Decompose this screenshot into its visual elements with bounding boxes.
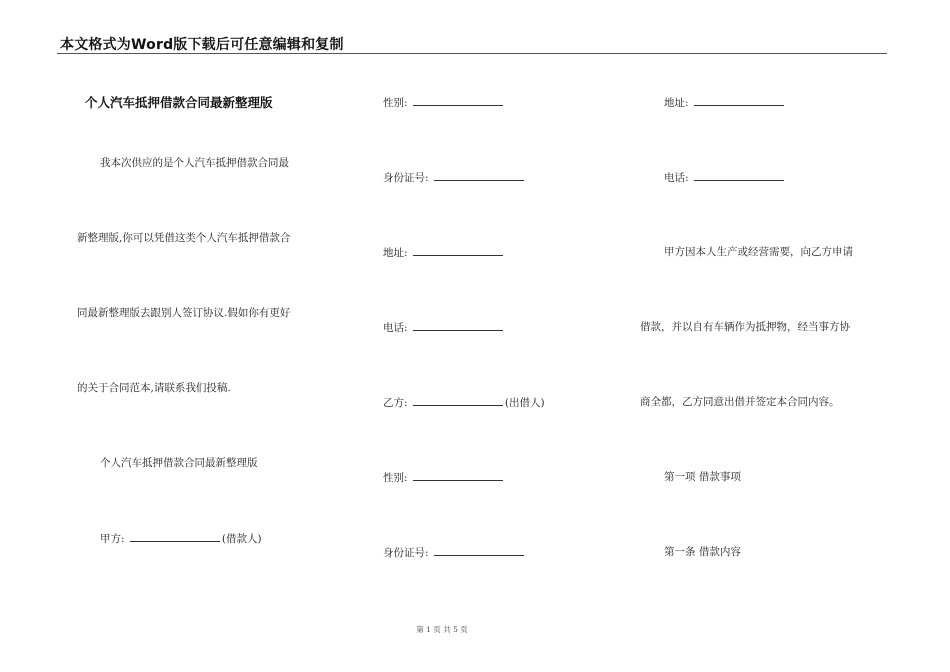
intro-line-2: 新整理版,你可以凭借这类个人汽车抵押借款合 (77, 232, 291, 244)
id-label-2: 身份证号: (383, 547, 429, 559)
address-label-1: 地址: (383, 247, 408, 259)
party-a-label: 甲方: (100, 533, 125, 545)
intro-line-3: 同最新整理版去跟别人签订协议.假如你有更好 (77, 307, 291, 319)
id-blank-2 (434, 544, 524, 556)
party-b-blank (413, 394, 503, 406)
gender-line-1 (383, 94, 505, 110)
party-b-role: (出借人) (504, 397, 545, 409)
intro-line-4: 的关于合同范本,请联系我们投稿. (77, 382, 231, 394)
id-line-2 (383, 544, 526, 560)
address-blank-2 (694, 94, 784, 106)
section-heading: 第一项 借款事项 (664, 471, 741, 483)
gender-label-2: 性别: (383, 472, 408, 484)
id-line-1 (383, 169, 526, 185)
phone-label-1: 电话: (383, 322, 408, 334)
party-b-line (383, 394, 545, 410)
article-heading: 第一条 借款内容 (664, 546, 741, 558)
header-rule (57, 53, 887, 54)
address-line-1 (383, 244, 505, 260)
id-label-1: 身份证号: (383, 172, 429, 184)
gender-blank-2 (413, 469, 503, 481)
top-banner: 本文格式为Word版下载后可任意编辑和复制 (60, 37, 344, 53)
address-blank-1 (413, 244, 503, 256)
phone-line-2 (664, 169, 786, 185)
gender-blank-1 (413, 94, 503, 106)
phone-label-2: 电话: (664, 172, 689, 184)
intro-line-1: 我本次供应的是个人汽车抵押借款合同最 (100, 157, 289, 169)
gender-line-2 (383, 469, 505, 485)
body-line-1: 甲方因本人生产或经营需要，向乙方申请 (664, 246, 853, 258)
phone-blank-2 (694, 169, 784, 181)
party-b-label: 乙方: (383, 397, 408, 409)
address-line-2 (664, 94, 786, 110)
party-a-blank (130, 530, 220, 542)
gender-label-1: 性别: (383, 97, 408, 109)
party-a-line (100, 530, 262, 546)
body-line-2: 借款，并以自有车辆作为抵押物，经当事方协 (640, 321, 850, 333)
party-a-role: (借款人) (221, 533, 262, 545)
contract-subtitle: 个人汽车抵押借款合同最新整理版 (100, 457, 258, 469)
phone-blank-1 (413, 319, 503, 331)
body-line-3: 商全都，乙方同意出借并签定本合同内容。 (640, 396, 840, 408)
id-blank-1 (434, 169, 524, 181)
page-number: 第 1 页 共 5 页 (416, 625, 468, 634)
phone-line-1 (383, 319, 505, 335)
document-title: 个人汽车抵押借款合同最新整理版 (85, 95, 273, 110)
address-label-2: 地址: (664, 97, 689, 109)
